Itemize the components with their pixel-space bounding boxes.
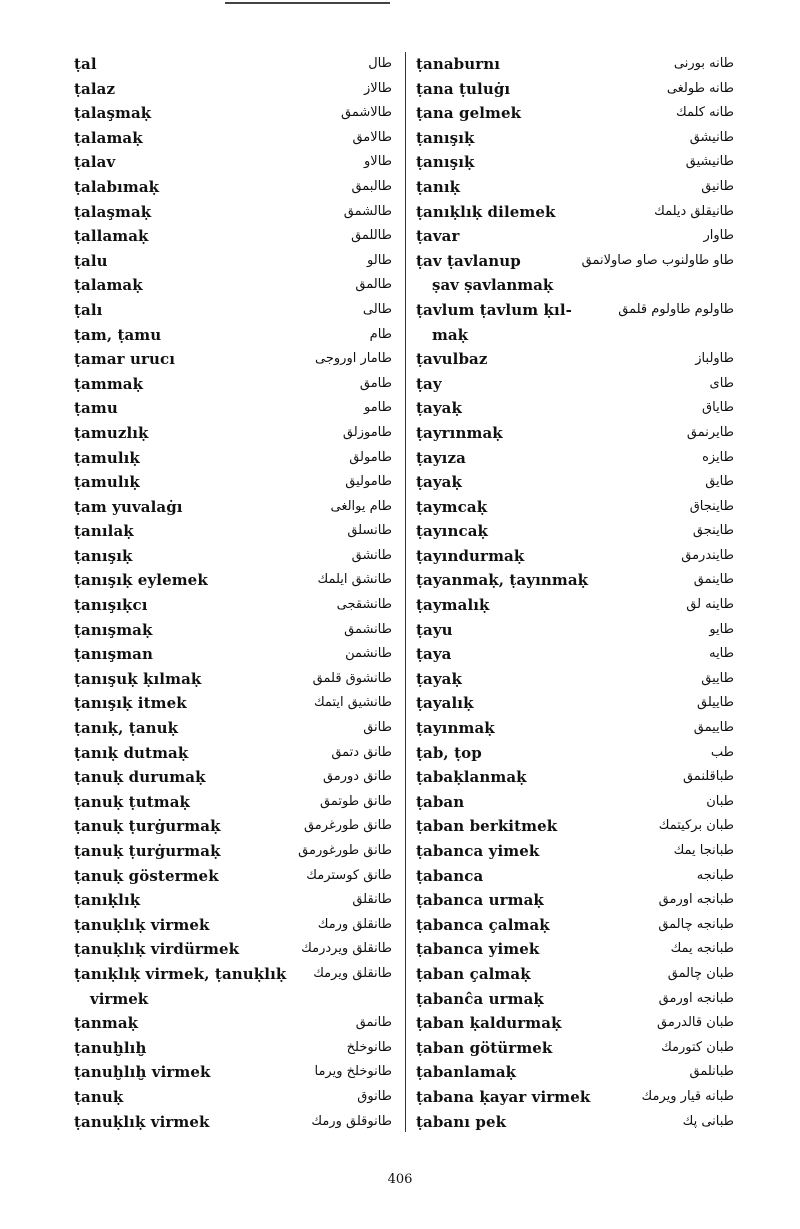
entry-arabic: طاینمق xyxy=(693,572,734,588)
entry-arabic: طبان چالمق xyxy=(667,965,734,981)
entry-arabic: طانیق xyxy=(701,178,734,194)
dictionary-entry xyxy=(74,1011,400,1036)
dictionary-entry xyxy=(74,593,400,618)
dictionary-entry xyxy=(74,814,400,839)
entry-arabic: طاینجق xyxy=(692,523,734,539)
entry-arabic: طانق طورغورمق xyxy=(298,843,392,858)
dictionary-entry xyxy=(416,544,742,569)
dictionary-entry xyxy=(74,347,400,372)
entry-latin: ṭanılaḳ xyxy=(74,522,134,541)
dictionary-entry xyxy=(74,1110,400,1135)
entry-arabic: طانیقلق دیلمك xyxy=(654,203,734,219)
entry-arabic: طایندرمق xyxy=(681,547,734,563)
entry-latin: ṭanışman xyxy=(74,645,153,664)
entry-arabic: طاییق xyxy=(701,670,734,686)
entry-latin-continuation: maḳ xyxy=(432,325,468,344)
entry-arabic: طانق دتمق xyxy=(331,744,392,760)
dictionary-entry xyxy=(416,495,742,520)
entry-latin: ṭamu xyxy=(74,399,118,418)
dictionary-entry xyxy=(74,519,400,544)
dictionary-entry xyxy=(416,1060,742,1085)
entry-arabic: طانق xyxy=(363,720,392,736)
entry-arabic: طانشمق xyxy=(344,621,392,637)
entry-latin: ṭanışıḳ xyxy=(74,546,133,565)
entry-arabic: طانوخلخ xyxy=(346,1039,392,1055)
entry-arabic: طامار اوروجی xyxy=(315,351,392,367)
dictionary-entry xyxy=(416,372,742,397)
entry-latin: ṭanışuḳ ḳılmaḳ xyxy=(74,669,202,688)
dictionary-entry xyxy=(74,249,400,274)
entry-latin: ṭabanca xyxy=(416,866,484,885)
entry-latin: ṭayaḳ xyxy=(416,399,462,418)
dictionary-entry xyxy=(74,1036,400,1061)
entry-arabic: طامولق xyxy=(349,449,392,465)
dictionary-entry xyxy=(416,864,742,889)
entry-arabic: طالمق xyxy=(355,277,392,293)
dictionary-entry xyxy=(416,298,742,347)
entry-latin: ṭabanca çalmaḳ xyxy=(416,915,550,934)
entry-latin: ṭamulıḳ xyxy=(74,448,140,467)
entry-arabic: طانقلق xyxy=(352,892,392,908)
entry-arabic: طبانلمق xyxy=(689,1064,734,1080)
entry-latin: ṭaban ḳaldurmaḳ xyxy=(416,1014,562,1033)
dictionary-entry xyxy=(416,593,742,618)
entry-latin: ṭanuḳlıḳ virmek xyxy=(74,1112,210,1131)
entry-latin: ṭabanĉa urmaḳ xyxy=(416,989,544,1008)
entry-arabic: طایق xyxy=(705,474,734,490)
dictionary-entry xyxy=(74,1060,400,1085)
dictionary-entry xyxy=(74,716,400,741)
dictionary-entry xyxy=(74,741,400,766)
entry-latin: ṭavar xyxy=(416,227,460,246)
dictionary-entry xyxy=(74,765,400,790)
entry-latin: ṭalı xyxy=(74,300,103,319)
dictionary-entry xyxy=(74,77,400,102)
entry-latin: ṭamar urucı xyxy=(74,350,176,369)
entry-latin: ṭabanca yimek xyxy=(416,940,540,959)
entry-arabic: طام xyxy=(369,326,392,342)
page-number: 406 xyxy=(387,1172,413,1187)
entry-latin: ṭamuzlıḳ xyxy=(74,423,149,442)
dictionary-entry xyxy=(74,396,400,421)
entry-latin: ṭavlum ṭavlum ḳıl- xyxy=(416,300,572,319)
entry-latin: ṭayınmaḳ xyxy=(416,719,495,738)
entry-latin: ṭaya xyxy=(416,645,452,664)
entry-arabic: طانشق xyxy=(351,547,392,563)
entry-latin: ṭayaḳ xyxy=(416,669,462,688)
entry-latin: ṭalaşmaḳ xyxy=(74,104,152,123)
entry-latin: ṭana ṭuluġı xyxy=(416,79,511,98)
dictionary-entry xyxy=(416,814,742,839)
entry-latin: ṭaban çalmaḳ xyxy=(416,964,531,983)
entry-arabic: طامو xyxy=(364,400,392,416)
entry-arabic: طانوخلخ ویرما xyxy=(314,1064,392,1080)
dictionary-entry xyxy=(74,888,400,913)
entry-latin: ṭaymalıḳ xyxy=(416,596,490,615)
dictionary-entry xyxy=(74,642,400,667)
dictionary-entry xyxy=(74,298,400,323)
entry-arabic: طایه xyxy=(709,646,734,662)
entry-arabic: طبان كتورمك xyxy=(661,1039,734,1055)
entry-arabic: طاوار xyxy=(703,228,734,244)
entry-arabic: طبانی پك xyxy=(682,1113,734,1129)
entry-latin: ṭayalıḳ xyxy=(416,694,474,713)
column-divider xyxy=(405,52,406,1132)
dictionary-entry xyxy=(74,618,400,643)
entry-latin: ṭanuḳ ṭurġurmaḳ xyxy=(74,842,221,860)
dictionary-entry xyxy=(416,224,742,249)
entry-latin: ṭanıḳ xyxy=(416,177,461,196)
dictionary-entry xyxy=(74,691,400,716)
entry-latin: ṭanışıḳ xyxy=(416,153,475,172)
entry-latin: ṭalaşmaḳ xyxy=(74,202,152,221)
dictionary-entry xyxy=(416,519,742,544)
entry-latin: ṭanışıḳ eylemek xyxy=(74,571,208,590)
entry-arabic: طامق xyxy=(359,375,392,391)
dictionary-entry xyxy=(416,790,742,815)
entry-latin: ṭal xyxy=(74,55,97,73)
dictionary-entry xyxy=(416,470,742,495)
entry-arabic: طاللمق xyxy=(351,228,392,244)
dictionary-entry xyxy=(416,77,742,102)
entry-latin: ṭanuḳlıḳ virdürmek xyxy=(74,940,240,959)
dictionary-entry xyxy=(416,1036,742,1061)
entry-arabic: طالاو xyxy=(364,154,392,170)
dictionary-entry xyxy=(416,150,742,175)
dictionary-entry xyxy=(416,421,742,446)
entry-arabic: طانوقلق ورمك xyxy=(311,1113,392,1129)
entry-arabic: طاییمق xyxy=(693,720,734,736)
dictionary-entry xyxy=(74,323,400,348)
entry-arabic: طام یوالغی xyxy=(330,498,392,514)
entry-latin: ṭalamaḳ xyxy=(74,128,143,147)
entry-latin: ṭanuḫlıḫ virmek xyxy=(74,1063,211,1082)
entry-arabic: طالبمق xyxy=(351,178,392,194)
dictionary-entry xyxy=(74,126,400,151)
entry-arabic: طالی xyxy=(362,301,392,317)
entry-arabic: طانیشق xyxy=(689,129,734,145)
dictionary-entry xyxy=(416,839,742,864)
dictionary-entry xyxy=(74,200,400,225)
entry-latin: ṭayaḳ xyxy=(416,473,462,492)
entry-latin: ṭanışmaḳ xyxy=(74,620,153,639)
entry-latin: ṭalaz xyxy=(74,79,116,98)
entry-latin: ṭanuḳ ṭutmaḳ xyxy=(74,792,191,811)
entry-latin: ṭammaḳ xyxy=(74,374,144,393)
entry-latin: ṭanışıḳ itmek xyxy=(74,694,187,713)
entry-arabic: طب xyxy=(710,744,734,760)
entry-latin: ṭabanlamaḳ xyxy=(416,1063,517,1082)
entry-arabic: طانه بورنی xyxy=(673,56,734,71)
entry-arabic: طالو xyxy=(367,252,392,268)
dictionary-entry xyxy=(416,1110,742,1135)
dictionary-entry xyxy=(74,913,400,938)
dictionary-entry xyxy=(74,372,400,397)
entry-latin: ṭanışıḳ xyxy=(416,128,475,147)
entry-latin: ṭamulıḳ xyxy=(74,473,140,492)
entry-latin-continuation: virmek xyxy=(90,989,149,1008)
entry-latin: ṭayrınmaḳ xyxy=(416,423,503,442)
entry-arabic: طالامق xyxy=(352,129,392,145)
entry-latin: ṭalav xyxy=(74,153,116,172)
dictionary-entry xyxy=(416,691,742,716)
entry-latin-continuation: ṣav ṣavlanmaḳ xyxy=(432,276,554,295)
entry-latin: ṭalamaḳ xyxy=(74,276,143,295)
entry-latin: ṭam yuvalaġı xyxy=(74,497,183,516)
entry-arabic: طبانجه اورمق xyxy=(658,990,734,1006)
dictionary-entry xyxy=(416,1011,742,1036)
entry-latin: ṭaban berkitmek xyxy=(416,817,558,836)
entry-arabic: طاینه لق xyxy=(686,597,734,613)
entry-arabic: طال xyxy=(368,56,392,71)
entry-latin: ṭaymcaḳ xyxy=(416,497,488,516)
entry-arabic: طبانجه یمك xyxy=(670,941,734,957)
entry-latin: ṭanaburnı xyxy=(416,55,501,73)
dictionary-entry xyxy=(74,667,400,692)
dictionary-entry xyxy=(416,52,742,77)
right-column xyxy=(416,52,742,1134)
entry-latin: ṭallamaḳ xyxy=(74,227,149,246)
entry-latin: ṭanuḳ xyxy=(74,1087,124,1106)
entry-arabic: طانوق xyxy=(357,1088,392,1104)
entry-latin: ṭanıḳlıḳ virmek, ṭanuḳlıḳ xyxy=(74,964,287,983)
entry-arabic: طانشق ایلمك xyxy=(317,572,392,588)
entry-arabic: طانق دورمق xyxy=(322,769,392,785)
entry-arabic: طانقلق ویردرمك xyxy=(301,941,392,957)
dictionary-entry xyxy=(416,175,742,200)
dictionary-entry xyxy=(74,273,400,298)
entry-arabic: طایو xyxy=(709,621,734,637)
entry-latin: ṭanuḳ göstermek xyxy=(74,866,219,885)
entry-arabic: طالاز xyxy=(364,80,392,96)
entry-arabic: طاولوم طاولوم قلمق xyxy=(618,301,734,317)
entry-latin: ṭayu xyxy=(416,620,453,639)
entry-arabic: طبانجه اورمق xyxy=(658,892,734,908)
entry-latin: ṭayındurmaḳ xyxy=(416,546,525,565)
entry-arabic: طبان xyxy=(706,793,734,809)
dictionary-entry xyxy=(74,1085,400,1110)
dictionary-entry xyxy=(416,741,742,766)
entry-latin: ṭam, ṭamu xyxy=(74,325,162,344)
entry-arabic: طاو طاولنوب صاو صاولانمق xyxy=(581,252,734,268)
dictionary-entry xyxy=(74,839,400,864)
dictionary-entry xyxy=(74,864,400,889)
entry-latin: ṭabaḳlanmaḳ xyxy=(416,768,527,787)
entry-latin: ṭanıḳ, ṭanuḳ xyxy=(74,719,179,738)
dictionary-entry xyxy=(416,667,742,692)
dictionary-entry xyxy=(416,642,742,667)
entry-arabic: طایرنمق xyxy=(686,424,734,440)
dictionary-entry xyxy=(74,962,400,1011)
entry-latin: ṭanışıḳcı xyxy=(74,596,148,615)
dictionary-entry xyxy=(74,421,400,446)
dictionary-entry xyxy=(74,150,400,175)
dictionary-entry xyxy=(416,937,742,962)
dictionary-entry xyxy=(74,544,400,569)
entry-latin: ṭanıḳlıḳ xyxy=(74,891,141,910)
entry-latin: ṭavulbaz xyxy=(416,350,488,369)
entry-arabic: طانشیق ایتمك xyxy=(313,695,392,711)
entry-arabic: طامولیق xyxy=(345,474,392,490)
dictionary-entry xyxy=(416,1085,742,1110)
entry-latin: ṭav ṭavlanup xyxy=(416,251,521,270)
entry-latin: ṭaban götürmek xyxy=(416,1038,553,1057)
entry-arabic: طبانجا یمك xyxy=(673,843,734,858)
entry-latin: ṭabana ḳayar virmek xyxy=(416,1087,591,1106)
entry-arabic: طانشقجی xyxy=(336,597,392,613)
entry-arabic: طانق طوتمق xyxy=(320,793,392,809)
entry-arabic: طایاق xyxy=(702,400,734,416)
dictionary-entry xyxy=(416,101,742,126)
entry-latin: ṭanıḳlıḳ dilemek xyxy=(416,202,556,221)
entry-latin: ṭana gelmek xyxy=(416,104,522,123)
entry-arabic: طانق كوسترمك xyxy=(306,867,392,883)
entry-latin: ṭanmaḳ xyxy=(74,1014,139,1033)
dictionary-entry xyxy=(74,101,400,126)
entry-latin: ṭayıza xyxy=(416,448,466,467)
dictionary-entry xyxy=(416,347,742,372)
entry-latin: ṭalu xyxy=(74,251,108,270)
dictionary-entry xyxy=(416,249,742,298)
entry-latin: ṭanuḳ ṭurġurmaḳ xyxy=(74,817,221,836)
entry-arabic: طبانجه xyxy=(696,867,734,883)
entry-arabic: طبان قالدرمق xyxy=(657,1015,734,1031)
dictionary-entry xyxy=(74,175,400,200)
entry-arabic: طبان بركیتمك xyxy=(658,818,734,834)
dictionary-entry xyxy=(416,913,742,938)
dictionary-entry xyxy=(74,937,400,962)
entry-arabic: طاینجاق xyxy=(689,498,734,514)
entry-arabic: طایزه xyxy=(702,449,734,465)
entry-arabic: طاولباز xyxy=(695,351,734,367)
entry-arabic: طانقلق ویرمك xyxy=(313,965,392,981)
entry-arabic: طانیشیق xyxy=(685,154,734,170)
dictionary-entry xyxy=(416,126,742,151)
entry-arabic: طانشمن xyxy=(345,646,392,662)
left-column xyxy=(74,52,400,1134)
entry-arabic: طانشوق قلمق xyxy=(312,670,392,686)
dictionary-entry xyxy=(416,618,742,643)
dictionary-entry xyxy=(416,716,742,741)
entry-arabic: طای xyxy=(709,375,734,391)
entry-latin: ṭabanca yimek xyxy=(416,842,540,860)
dictionary-entry xyxy=(74,470,400,495)
entry-arabic: طاییلق xyxy=(697,695,734,711)
dictionary-entry xyxy=(74,790,400,815)
entry-latin: ṭabanca urmaḳ xyxy=(416,891,544,910)
top-rule xyxy=(225,2,390,4)
entry-latin: ṭanuḳlıḳ virmek xyxy=(74,915,210,934)
entry-arabic: طبانه قیار ویرمك xyxy=(641,1088,734,1104)
dictionary-entry xyxy=(74,52,400,77)
entry-latin: ṭayıncaḳ xyxy=(416,522,489,541)
entry-arabic: طانسلق xyxy=(347,523,392,539)
entry-latin: ṭaban xyxy=(416,792,465,811)
dictionary-entry xyxy=(74,224,400,249)
entry-arabic: طباقلنمق xyxy=(682,769,734,785)
entry-arabic: طالاشمق xyxy=(341,105,392,121)
dictionary-entry xyxy=(74,568,400,593)
entry-latin: ṭayanmaḳ, ṭayınmaḳ xyxy=(416,571,589,590)
entry-arabic: طالشمق xyxy=(343,203,392,219)
entry-latin: ṭanıḳ dutmaḳ xyxy=(74,743,189,762)
entry-arabic: طانه طولغی xyxy=(666,80,734,96)
dictionary-entry xyxy=(416,200,742,225)
entry-arabic: طاموزلق xyxy=(342,424,392,440)
dictionary-entry xyxy=(416,446,742,471)
entry-latin: ṭanuḫlıḫ xyxy=(74,1038,147,1057)
dictionary-entry xyxy=(416,396,742,421)
entry-arabic: طانه كلمك xyxy=(676,105,734,121)
entry-arabic: طانمق xyxy=(355,1015,392,1031)
dictionary-entry xyxy=(416,765,742,790)
entry-latin: ṭay xyxy=(416,374,442,393)
dictionary-entry xyxy=(416,888,742,913)
dictionary-entry xyxy=(416,962,742,987)
dictionary-entry xyxy=(74,446,400,471)
entry-latin: ṭab, ṭop xyxy=(416,743,482,762)
entry-arabic: طبانجه چالمق xyxy=(658,916,734,932)
entry-latin: ṭanuḳ durumaḳ xyxy=(74,768,206,787)
dictionary-entry xyxy=(416,568,742,593)
entry-latin: ṭabanı pek xyxy=(416,1112,507,1131)
entry-latin: ṭalabımaḳ xyxy=(74,177,160,196)
dictionary-entry xyxy=(74,495,400,520)
entry-arabic: طانق طورغرمق xyxy=(303,818,392,834)
entry-arabic: طانقلق ورمك xyxy=(317,916,392,932)
dictionary-entry xyxy=(416,987,742,1012)
